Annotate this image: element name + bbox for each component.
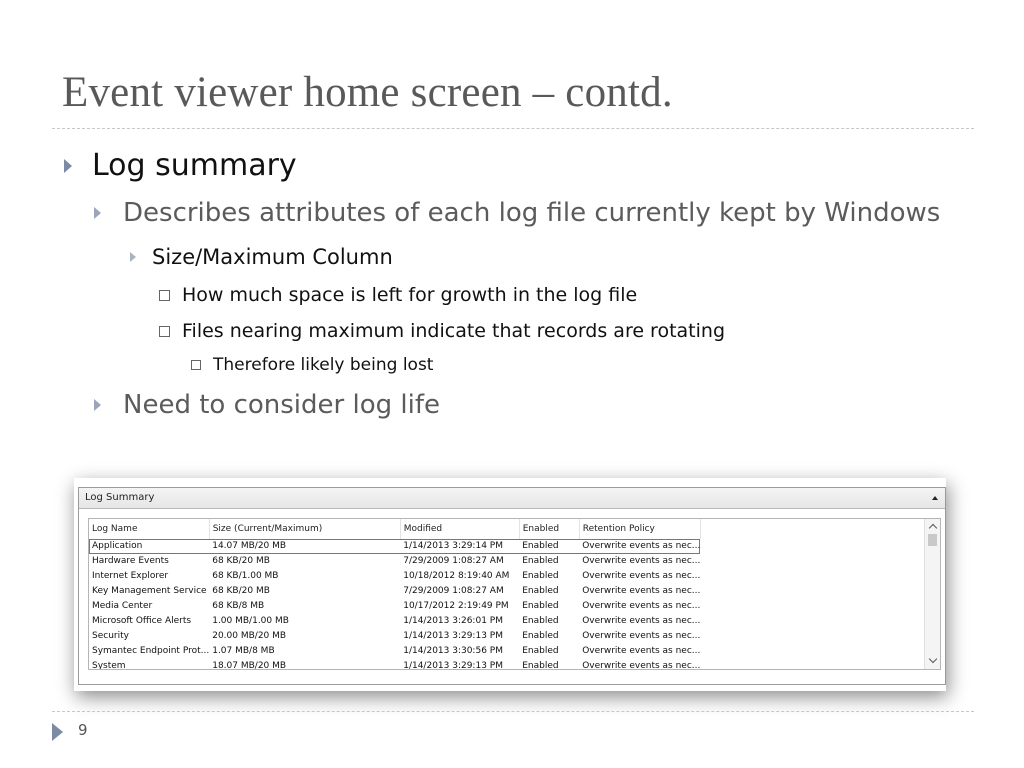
bullet-arrow-icon [64,159,72,173]
footer-divider [52,711,974,712]
cell-size: 68 KB/8 MB [212,601,265,611]
cell-size: 1.07 MB/8 MB [212,646,275,656]
table-row[interactable] [89,569,700,584]
bullet-likely-lost [191,355,433,375]
cell-modified: 10/18/2012 8:19:40 AM [403,571,510,581]
bullet-square-icon [159,326,170,337]
table-row[interactable] [89,539,700,554]
cell-enabled: Enabled [522,661,559,669]
table-row[interactable] [89,599,700,614]
cell-log-name: Key Management Service [92,586,207,596]
cell-retention: Overwrite events as nec... [582,586,701,596]
cell-enabled: Enabled [522,586,559,596]
bullet-text: How much space is left for growth in the log file [182,284,638,306]
cell-log-name: Symantec Endpoint Prot... [92,646,210,656]
cell-log-name: Security [92,631,129,641]
bullet-text: Need to consider log life [123,390,440,420]
log-summary-header[interactable] [79,488,945,509]
bullet-text: Log summary [92,148,297,183]
cell-log-name: Microsoft Office Alerts [92,616,192,626]
cell-modified: 1/14/2013 3:30:56 PM [403,646,503,656]
cell-retention: Overwrite events as nec... [582,541,701,551]
cell-size: 1.00 MB/1.00 MB [212,616,289,626]
scroll-thumb[interactable] [928,534,937,546]
title-divider [52,128,974,129]
column-header-size[interactable]: Size (Current/Maximum) [209,519,400,539]
cell-enabled: Enabled [522,601,559,611]
table-row[interactable] [89,584,700,599]
cell-log-name: System [92,661,126,669]
bullet-space-left [159,284,637,306]
cell-modified: 1/14/2013 3:29:14 PM [403,541,503,551]
cell-log-name: Application [92,541,143,551]
cell-retention: Overwrite events as nec... [582,661,701,669]
table-row[interactable] [89,644,700,659]
page-number: 9 [78,721,88,739]
chevron-down-icon [928,654,936,662]
cell-retention: Overwrite events as nec... [582,616,701,626]
bullet-text: Size/Maximum Column [152,245,393,269]
table-row[interactable] [89,629,700,644]
bullet-log-life [94,390,440,420]
cell-size: 68 KB/20 MB [212,556,270,566]
cell-size: 18.07 MB/20 MB [212,661,287,669]
column-header-retention-policy[interactable]: Retention Policy [579,519,700,539]
cell-enabled: Enabled [522,616,559,626]
cell-enabled: Enabled [522,556,559,566]
table-row[interactable] [89,554,700,569]
cell-size: 20.00 MB/20 MB [212,631,287,641]
cell-retention: Overwrite events as nec... [582,556,701,566]
bullet-square-icon [191,360,201,370]
cell-size: 68 KB/20 MB [212,586,270,596]
column-header-enabled[interactable]: Enabled [519,519,579,539]
cell-modified: 1/14/2013 3:29:13 PM [403,661,503,669]
cell-enabled: Enabled [522,571,559,581]
bullet-square-icon [159,290,170,301]
collapse-button[interactable] [929,492,941,504]
cell-modified: 7/29/2009 1:08:27 AM [403,556,504,566]
cell-size: 68 KB/1.00 MB [212,571,279,581]
scroll-down-button[interactable] [925,653,940,667]
cell-size: 14.07 MB/20 MB [212,541,287,551]
scroll-up-button[interactable] [925,519,940,533]
cell-enabled: Enabled [522,541,559,551]
bullet-text: Describes attributes of each log file currently kept by Windows [123,198,941,228]
column-header-modified[interactable]: Modified [400,519,519,539]
bullet-arrow-icon [94,207,101,219]
cell-enabled: Enabled [522,631,559,641]
bullet-text: Files nearing maximum indicate that records are rotating [182,320,726,342]
vertical-scrollbar[interactable] [924,519,940,669]
bullet-arrow-icon [94,399,101,411]
table-header-row [89,519,700,539]
bullet-size-maximum [130,245,393,269]
bullet-arrow-icon [130,252,136,262]
log-summary-title: Log Summary [85,492,155,503]
table-row[interactable] [89,659,700,669]
bullet-describes [94,198,940,228]
bullet-files-nearing [159,320,725,342]
cell-retention: Overwrite events as nec... [582,631,701,641]
table-row[interactable] [89,614,700,629]
cell-log-name: Internet Explorer [92,571,169,581]
footer-arrow-icon [52,723,63,741]
bullet-text: Therefore likely being lost [213,355,434,375]
bullet-log-summary [64,148,297,183]
cell-retention: Overwrite events as nec... [582,571,701,581]
cell-log-name: Media Center [92,601,153,611]
cell-modified: 7/29/2009 1:08:27 AM [403,586,504,596]
log-summary-grid [88,518,941,670]
cell-retention: Overwrite events as nec... [582,601,701,611]
log-table [89,519,701,669]
log-summary-panel [78,487,946,685]
cell-modified: 1/14/2013 3:26:01 PM [403,616,503,626]
cell-log-name: Hardware Events [92,556,169,566]
cell-modified: 1/14/2013 3:29:13 PM [403,631,503,641]
cell-enabled: Enabled [522,646,559,656]
caret-up-icon [932,496,938,500]
slide-title: Event viewer home screen – contd. [62,69,673,116]
chevron-up-icon [928,523,936,531]
column-header-log-name[interactable]: Log Name [89,519,209,539]
cell-modified: 10/17/2012 2:19:49 PM [403,601,509,611]
cell-retention: Overwrite events as nec... [582,646,701,656]
